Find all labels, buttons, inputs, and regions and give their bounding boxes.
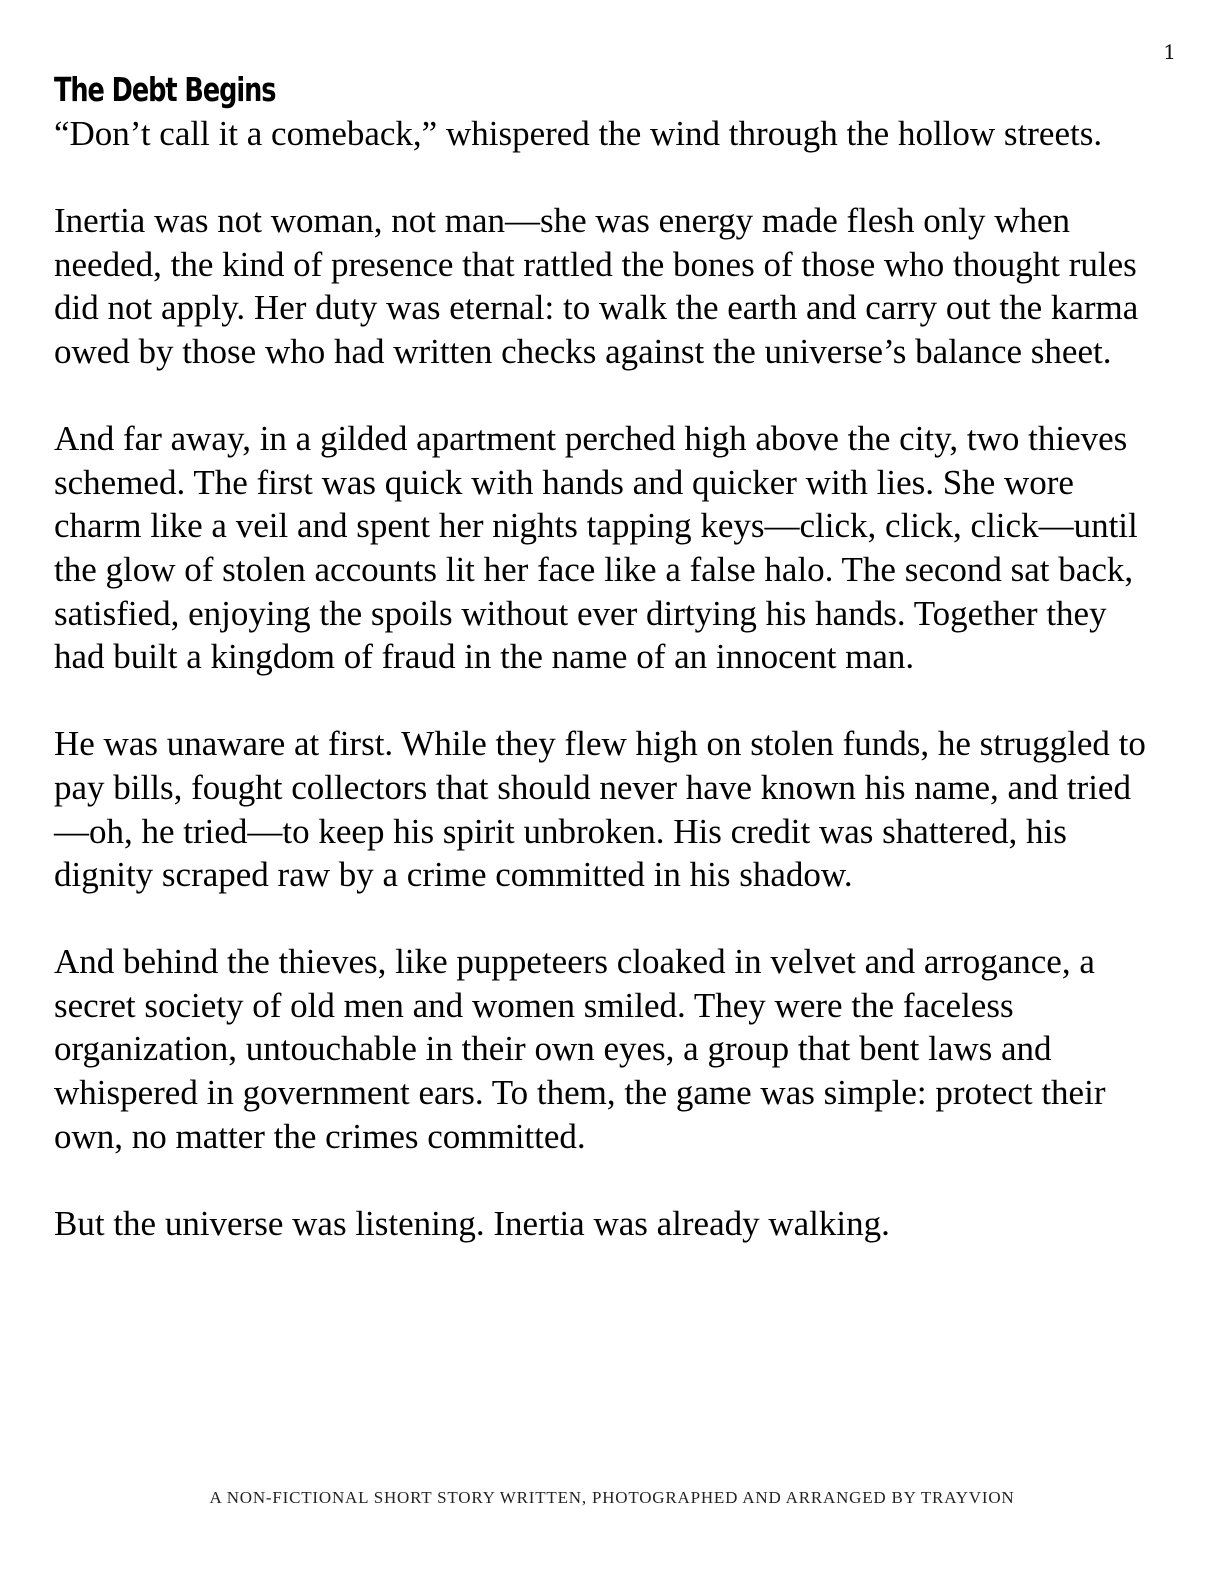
story-body [54,112,1158,1245]
paragraph-innocent-man: He was unaware at first. While they flew high on stolen funds, he struggled to pay bills, fought collectors that should never have known his name, and tried—oh, he tried—to keep his spirit unbroken. His credit was shattered, his dignity scraped raw by a crime committed in his shadow. [54,724,1146,895]
story-title: The Debt Begins [54,70,276,109]
paragraph-opening-quote: “Don’t call it a comeback,” whispered the wind through the hollow streets. [54,114,1103,153]
paragraph-thieves: And far away, in a gilded apartment perched high above the city, two thieves schemed. The first was quick with hands and quicker with lies. She wore charm like a veil and spent her nights tapping keys—click, click, click—until the glow of stolen accounts lit her face like a false halo. The second sat back, satisfied, enjoying the spoils without ever dirtying his hands. Together they had built a kingdom of fraud in the name of an innocent man. [54,419,1138,677]
paragraph-secret-society: And behind the thieves, like puppeteers cloaked in velvet and arrogance, a secret society of old men and women smiled. They were the faceless organization, untouchable in their own eyes, a group that bent laws and whispered in government ears. To them, the game was simple: protect their own, no matter the crimes committed. [54,942,1106,1156]
page-number: 1 [1163,40,1176,64]
footer-credit: A NON-FICTIONAL SHORT STORY WRITTEN, PHOTOGRAPHED AND ARRANGED BY TRAYVION [209,1488,1015,1507]
paragraph-closing: But the universe was listening. Inertia was already walking. [54,1203,890,1243]
paragraph-inertia: Inertia was not woman, not man—she was energy made flesh only when needed, the kind of presence that rattled the bones of those who thought rules did not apply. Her duty was eternal: to walk the earth and carry out the karma owed by those who had written checks against the universe’s balance sheet. [54,201,1139,371]
